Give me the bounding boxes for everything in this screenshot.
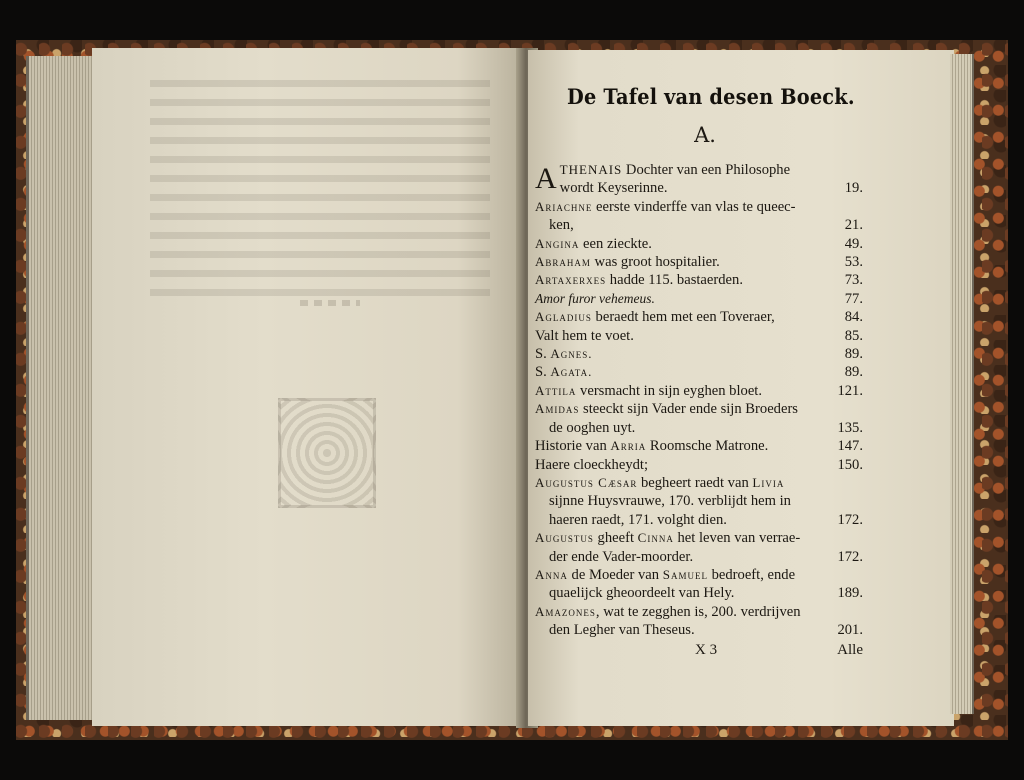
right-page-edges bbox=[950, 54, 974, 714]
entry-keyword: Agnes. bbox=[550, 346, 593, 362]
entry-text: quaelijck gheoordeelt van Hely. bbox=[549, 585, 735, 602]
entry-text: haeren raedt, 171. volght dien. bbox=[549, 511, 727, 528]
index-entry bbox=[535, 253, 863, 271]
entry-page-number: 84. bbox=[844, 309, 863, 326]
entry-text: steeckt sijn Vader ende sijn Broeders bbox=[579, 401, 798, 418]
entry-page-number: 150. bbox=[837, 456, 863, 473]
entry-text: gheeft bbox=[593, 530, 638, 547]
entry-keyword: Cinna bbox=[637, 530, 674, 546]
entry-page-number: 89. bbox=[844, 364, 863, 381]
page-title: De Tafel van desen Boeck. bbox=[567, 84, 855, 109]
entry-page-number: 201. bbox=[837, 622, 863, 639]
entry-text: hadde 115. bastaerden. bbox=[606, 272, 743, 289]
entry-page-number: 77. bbox=[844, 290, 863, 307]
entry-keyword: Agladius bbox=[535, 309, 592, 325]
entry-text: Haere cloeckheydt; bbox=[535, 456, 649, 473]
drop-cap: A bbox=[535, 162, 557, 195]
entry-page-number: 147. bbox=[837, 438, 863, 455]
index-entry bbox=[535, 400, 863, 437]
entry-page-number: 53. bbox=[844, 254, 863, 271]
entry-text: ken, bbox=[549, 217, 574, 234]
entry-page-number: 19. bbox=[844, 180, 863, 197]
entry-text: versmacht in sijn eyghen bloet. bbox=[576, 382, 763, 399]
entry-keyword: Samuel bbox=[662, 566, 708, 582]
entry-text: de ooghen uyt. bbox=[549, 419, 636, 436]
entry-text: begheert raedt van bbox=[637, 474, 753, 491]
entry-text: Historie van bbox=[535, 438, 611, 455]
entry-keyword: Livia bbox=[752, 474, 785, 490]
entry-page-number: 172. bbox=[837, 511, 863, 528]
entry-keyword: Angina bbox=[535, 235, 580, 251]
index-entry bbox=[535, 271, 863, 289]
index-entry bbox=[535, 566, 863, 603]
entry-text: het leven van verrae- bbox=[673, 530, 801, 547]
entry-text: de Moeder van bbox=[567, 566, 663, 583]
entry-text: Amor furor vehemeus. bbox=[535, 290, 655, 306]
index-entry bbox=[535, 345, 863, 363]
index-entry bbox=[535, 456, 863, 474]
index-content bbox=[535, 84, 863, 659]
entry-text: S. bbox=[535, 346, 551, 363]
index-entry bbox=[535, 529, 863, 566]
entry-page-number: 172. bbox=[837, 548, 863, 565]
entry-text: Roomsche Matrone. bbox=[646, 438, 769, 455]
entry-keyword: THENAIS bbox=[559, 162, 623, 177]
index-entry bbox=[535, 363, 863, 381]
entry-text: , wat te zegghen is, 200. verdrijven bbox=[595, 603, 801, 620]
entry-text: wordt Keyserinne. bbox=[559, 180, 668, 197]
left-page-showthrough-ornament-line bbox=[300, 300, 360, 306]
entry-keyword: Attila bbox=[535, 382, 577, 398]
entry-page-number: 21. bbox=[844, 217, 863, 234]
left-page-showthrough-text bbox=[150, 80, 490, 300]
entry-text: den Legher van Theseus. bbox=[549, 622, 695, 639]
entry-text: bedroeft, ende bbox=[707, 566, 796, 583]
entry-keyword: Abraham bbox=[535, 254, 591, 270]
index-entry bbox=[535, 382, 863, 400]
entry-text: S. bbox=[535, 364, 551, 381]
entry-page-number: 85. bbox=[844, 327, 863, 344]
left-page-showthrough-ornament bbox=[278, 398, 376, 508]
index-entry bbox=[535, 290, 863, 308]
entry-text: beraedt hem met een Toveraer, bbox=[591, 309, 775, 326]
entry-text: Dochter van een Philosophe bbox=[622, 162, 791, 178]
entry-page-number: 135. bbox=[837, 419, 863, 436]
index-entry bbox=[535, 161, 863, 198]
index-entry bbox=[535, 235, 863, 253]
signature-mark: X 3 bbox=[695, 641, 718, 658]
index-entry bbox=[535, 327, 863, 345]
entry-keyword: Amazones bbox=[535, 603, 596, 619]
entry-page-number: 49. bbox=[844, 235, 863, 252]
index-entry bbox=[535, 437, 863, 455]
index-entries bbox=[535, 161, 863, 640]
index-entry bbox=[535, 603, 863, 640]
entry-keyword: Anna bbox=[535, 566, 568, 582]
entry-text: sijnne Huysvrauwe, 170. verblijdt hem in bbox=[549, 493, 791, 510]
catchword: Alle bbox=[837, 641, 863, 658]
entry-text: eerste vinderffe van vlas te queec- bbox=[592, 198, 796, 215]
index-entry bbox=[535, 474, 863, 529]
entry-page-number: 73. bbox=[844, 272, 863, 289]
entry-keyword: Ariachne bbox=[535, 198, 593, 214]
entry-text: Valt hem te voet. bbox=[535, 327, 634, 344]
index-entry bbox=[535, 308, 863, 326]
entry-keyword: Augustus bbox=[535, 530, 594, 546]
page-footer bbox=[535, 642, 863, 659]
entry-keyword: Agata. bbox=[550, 364, 593, 380]
entry-text: was groot hospitalier. bbox=[590, 254, 720, 271]
index-entry bbox=[535, 198, 863, 235]
entry-page-number: 89. bbox=[844, 346, 863, 363]
entry-text: een zieckte. bbox=[579, 235, 652, 252]
section-letter: A. bbox=[694, 123, 716, 147]
entry-page-number: 189. bbox=[837, 585, 863, 602]
entry-page-number: 121. bbox=[837, 382, 863, 399]
entry-keyword: Augustus Cæsar bbox=[535, 474, 638, 490]
entry-keyword: Arria bbox=[610, 438, 647, 454]
entry-text: der ende Vader-moorder. bbox=[549, 548, 694, 565]
entry-keyword: Artaxerxes bbox=[535, 272, 607, 288]
entry-keyword: Amidas bbox=[535, 401, 580, 417]
